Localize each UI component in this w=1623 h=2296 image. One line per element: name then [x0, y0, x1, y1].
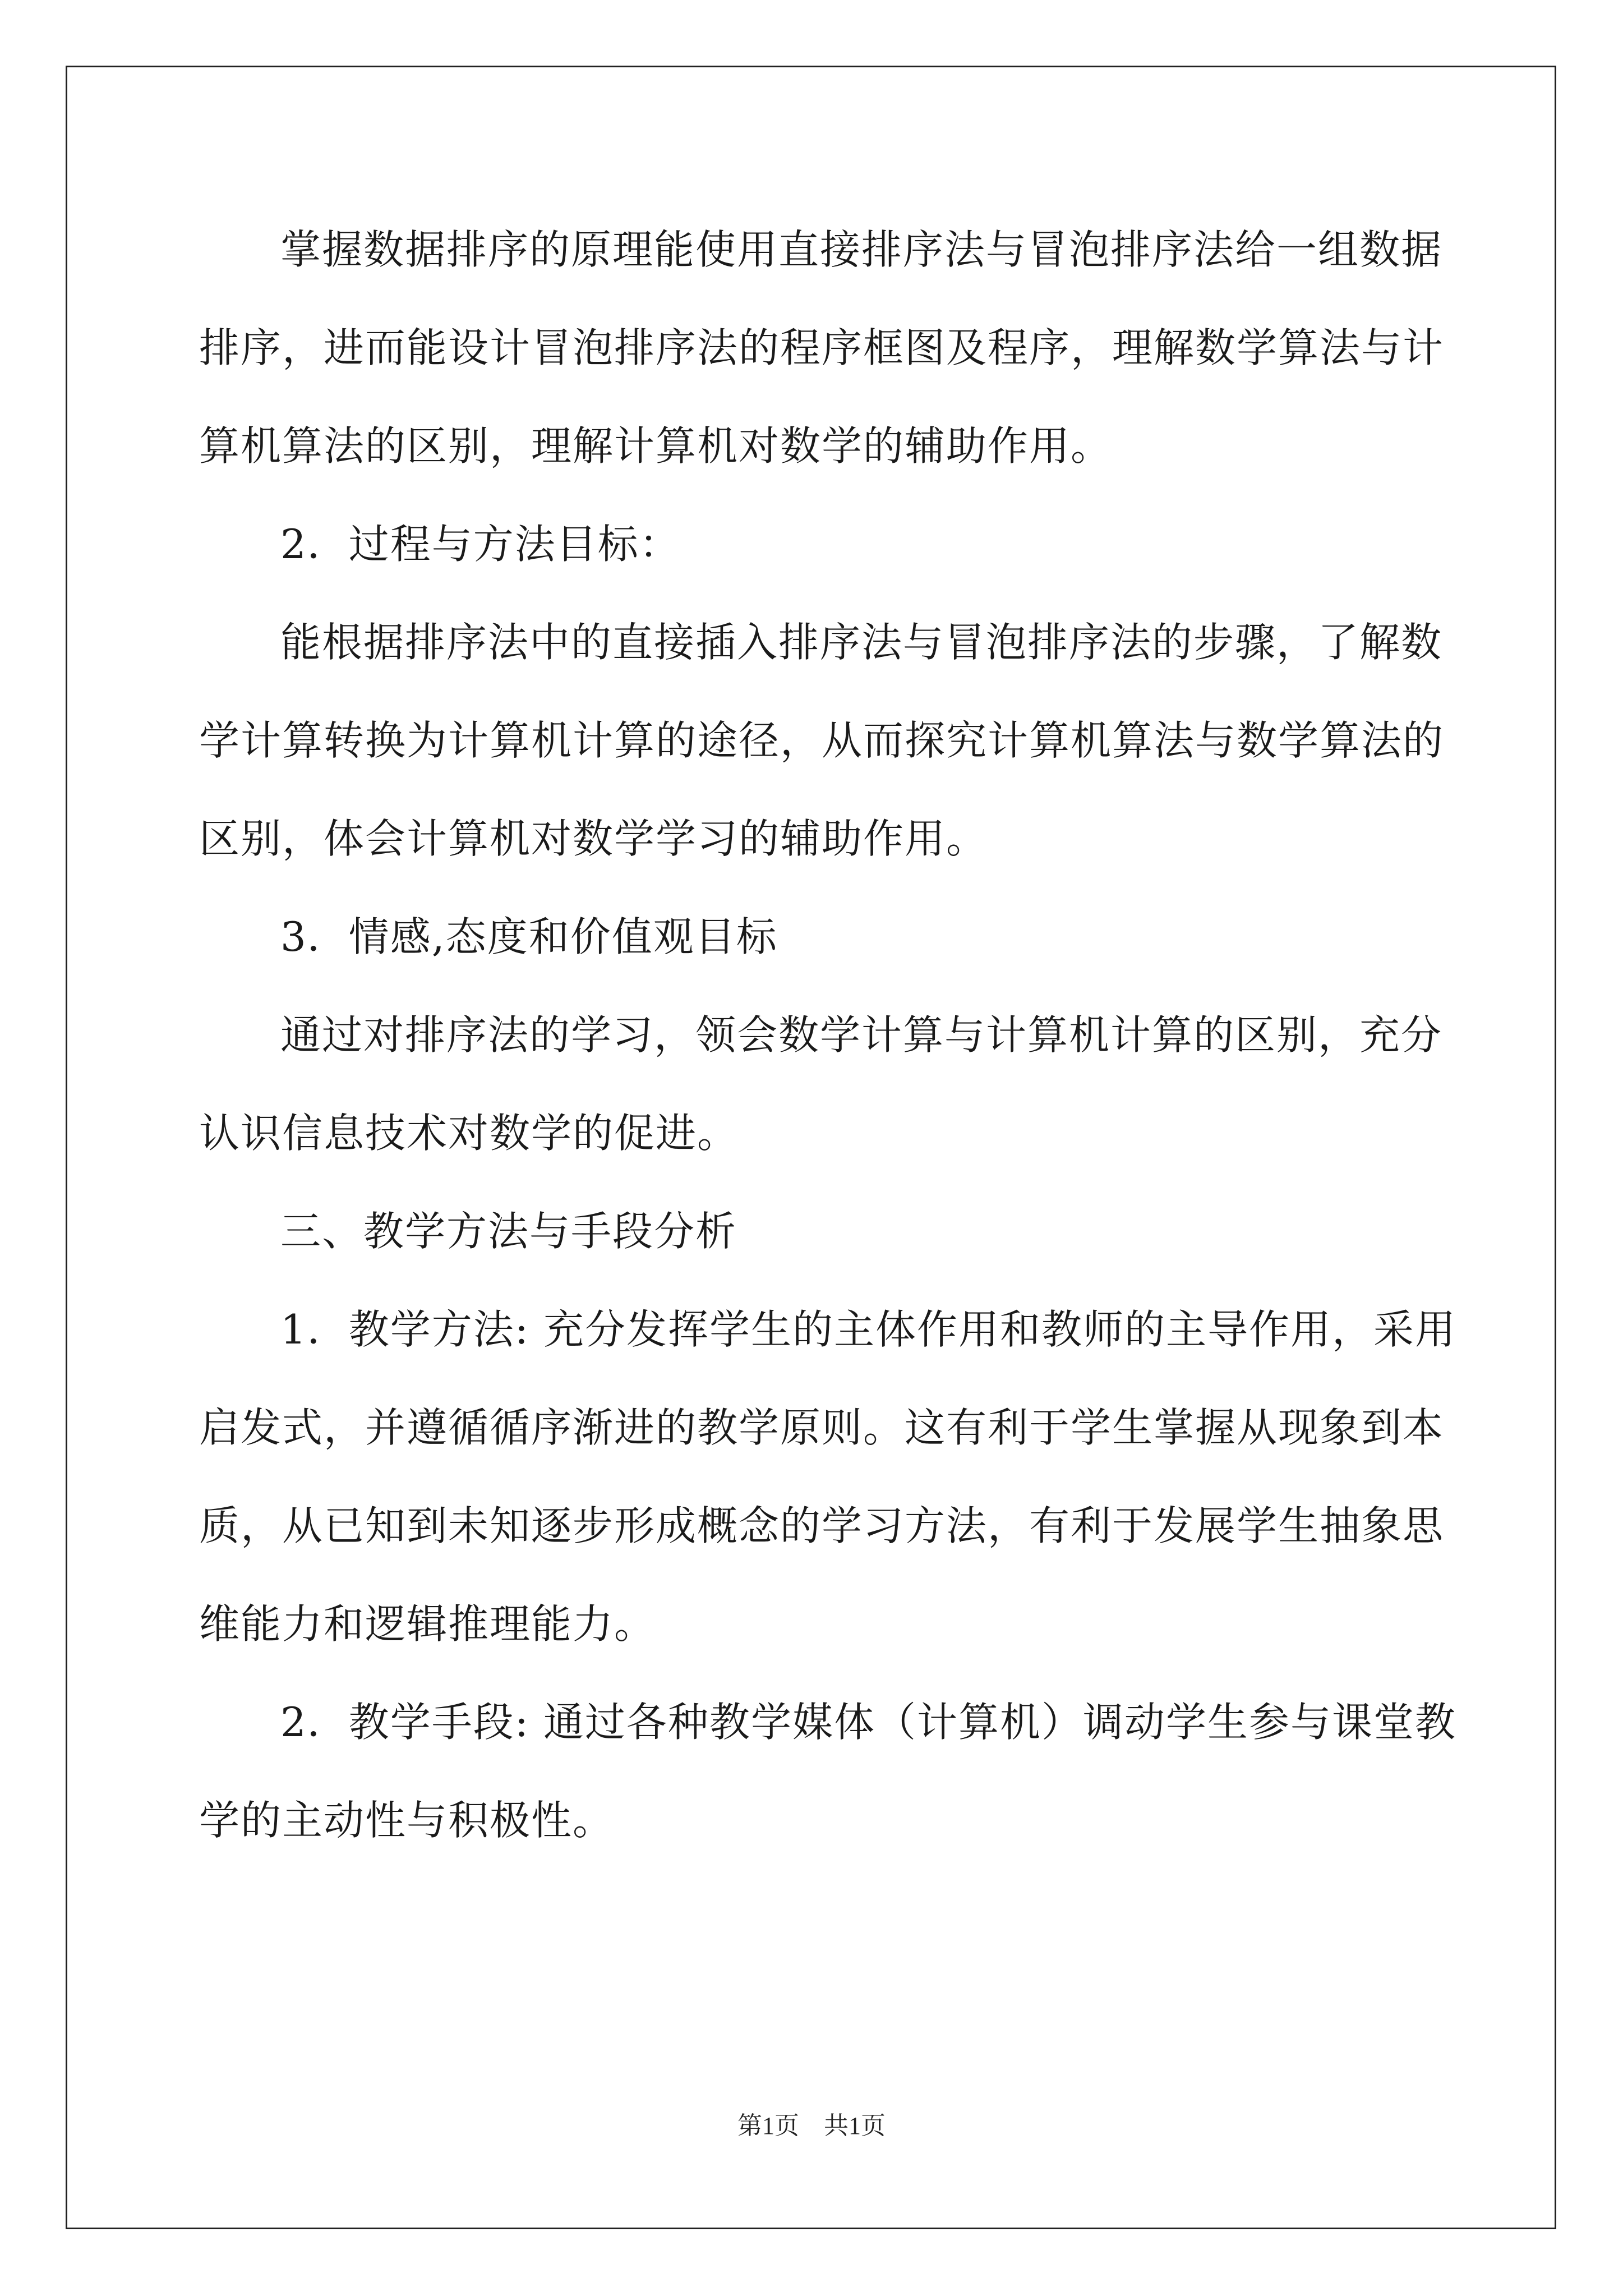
text-line: 能根据排序法中的直接插入排序法与冒泡排序法的步骤，了解数	[280, 619, 1443, 666]
text-line: 启发式，并遵循循序渐进的教学原则。这有利于学生掌握从现象到本	[199, 1404, 1445, 1451]
text-line: 质，从已知到未知逐步形成概念的学习方法，有利于发展学生抽象思	[199, 1502, 1445, 1549]
text-line: 3．情感,态度和价值观目标	[280, 913, 778, 960]
text-line: 通过对排序法的学习，领会数学计算与计算机计算的区别，充分	[280, 1011, 1443, 1059]
page-number: 第1页 共1页	[737, 2112, 886, 2139]
text-line: 2．过程与方法目标：	[280, 521, 681, 568]
text-line: 排序，进而能设计冒泡排序法的程序框图及程序，理解数学算法与计	[199, 324, 1445, 371]
text-line: 2．教学手段: 通过各种教学媒体（计算机）调动学生参与课堂教	[280, 1699, 1456, 1746]
text-line: 掌握数据排序的原理能使用直接排序法与冒泡排序法给一组数据	[280, 226, 1443, 273]
text-line: 学计算转换为计算机计算的途径，从而探究计算机算法与数学算法的	[199, 717, 1445, 764]
text-line: 区别，体会计算机对数学学习的辅助作用。	[199, 815, 988, 862]
section-heading: 三、教学方法与手段分析	[280, 1208, 737, 1255]
text-line: 学的主动性与积极性。	[199, 1797, 615, 1844]
text-line: 认识信息技术对数学的促进。	[199, 1110, 739, 1157]
text-line: 维能力和逻辑推理能力。	[199, 1600, 656, 1648]
text-line: 算机算法的区别，理解计算机对数学的辅助作用。	[199, 422, 1113, 470]
text-line: 1．教学方法: 充分发挥学生的主体作用和教师的主导作用，采用	[280, 1306, 1456, 1353]
